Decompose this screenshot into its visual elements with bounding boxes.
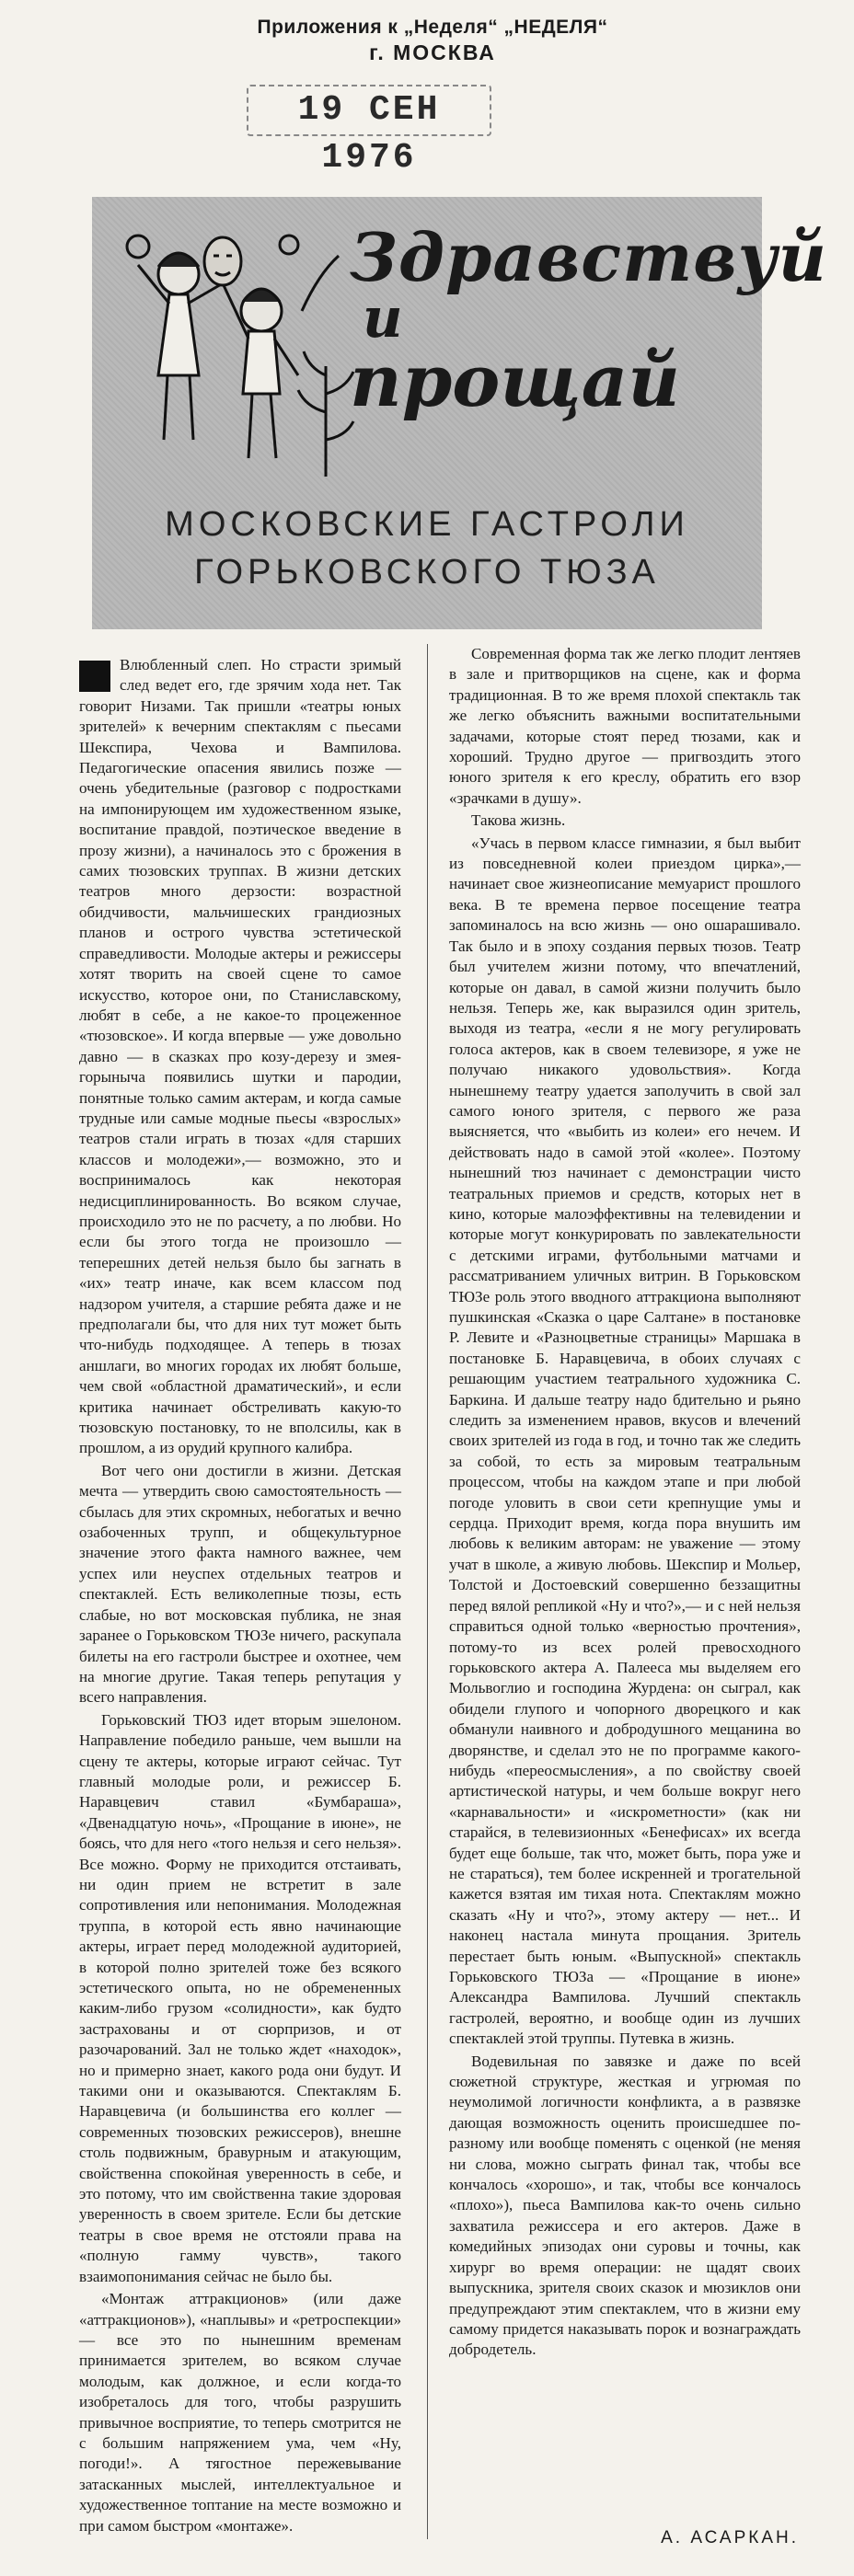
clipping-city: г. МОСКВА: [369, 40, 496, 64]
paragraph: Влюбленный слеп. Но страсти зримый след ведет его, где зрячим хода нет. Так говорит Низами. Так пришли «театры юных зрителей» к вечерним спектаклям с пьесами Шекспира, Чехова и Вампилова. Педагогические опасения явились позже — очень убедительные (разговор с подростками на импонирующем им художественном языке, воспитание правдой, поэтическое введение в прозу жизни), а начиналось это с брожения в самих тюзовских труппах. В жизни детских театров много дерзости: возрастной обидчивости, мальчишеских грандиозных планов и острого чувства эстетической справедливости. Молодые актеры и режиссеры хотят творить на своей сцене то самое искусство, которое они, по Станиславскому, любят в себе, а не какое-то процеженное «тюзовское». И когда впервые — уже довольно давно — в сказках про козу-дерезу и змея-горыныча появились шутки и пародии, понятные только самим актерам, и когда самые трудные или самые модные пьесы «взрослых» театров стали играть в тюзах «для старших классов и молодежи»,— возможно, это и воспринималось как некоторая недисциплинированность. Во всяком случае, происходило это не по расчету, а по любви. Но если бы этого тогда не произошло — теперешних детей нельзя было бы загнать в «их» театр иначе, как всем классом под надзором учителя, а старшие ребята даже и не предполагали бы, что для них тут может быть что-нибудь подходящее. А теперь в тюзах аншлаги, во многих городах их любят больше, чем свой «областной драматический», и если критика начинает обстреливать какую-то тюзовскую постановку, то не вполсилы, как в прошлом, а из орудий крупного калибра.: [79, 656, 401, 1457]
title-line-2: и: [363, 286, 403, 351]
paragraph: Водевильная по завязке и даже по всей сюжетной структуре, жесткая и угрюмая по неумолимой логичности конфликта, а в развязке дающая возможность оценить происшедшее по-разному или вообще поменять с оценкой (не меняя ни слова, можно сыграть финал так, чтобы все кончалось «хорошо», и так, чтобы все кончалось «плохо»), пьеса Вампилова как-то очень сильно захватила режиссера и его актеров. Даже в комедийных эпизодах они суровы и точны, как хирург во время операции: не щадят своих выпускника, зрителя своих сказок и мюзиклов они предупреждают этим спектаклем, что в жизни ему самому придется наказывать порок и вознаграждать добродетель.: [449, 2052, 801, 2359]
paragraph: «Монтаж аттракционов» (или даже «аттракционов»), «наплывы» и «ретроспекции» — все это по нынешним временам принимается зрителем, во всяком случае молодым, как должное, и если когда-то изобреталось для того, чтобы разрушить привычное восприятие, то теперь смотрится не с большим напряжением ума, чем «Ну, погоди!». А тягостное пережевывание затасканных мыслей, интеллектуальное и художественное топтание на месте возможно и при самом быстром «монтаже».: [79, 2290, 401, 2535]
date-stamp: 19 СЕН 1976: [247, 85, 491, 136]
article-column-left: [79, 655, 401, 2536]
article-header: [92, 197, 827, 629]
paragraph: «Учась в первом классе гимназии, я был выбит из повседневной колеи приездом цирка»,— начинает свое жизнеописание мемуарист прошлого века. В те времена первое посещение театра запоминалось на всю жизнь — оно ошарашивало. Так было и в эпоху создания первых тюзов. Театр был учителем жизни потому, что впечатлений, которые он давал, в самой жизни получить было нельзя. Теперь же, как выразился один зритель, выходя из театра, «если я не могу регулировать голоса актеров, как в своем телевизоре, я уже не получаю никакого удовольствия». Когда нынешнему театру удается заполучить в свой зал самого юного зрителя, с первого же раза выясняется, что «выбить из колеи» его нечем. И действовать надо в самой этой «колее». Поэтому нынешний тюз начинает с демонстрации чисто театральных приемов и средств, которых нет в кино, которые малоэффективны на телевидении и которые могут конкурировать по завлекательности с детскими играми, футбольными матчами и рассматриванием уличных витрин. В Горьковском ТЮЗе роль этого вводного аттракциона выполняют пушкинская «Сказка о царе Салтане» в постановке Р. Левите и «Разноцветные страницы» Маршака в постановке Б. Наравцевича, в обоих случаях с решающим участием театрального художника С. Баркина. И дальше театру надо бдительно и рьяно следить за изменением нравов, вкусов и влечений своих зрителей из года в год, и точно так же следить за собой, то есть за мировым театральным процессом, чтобы на каждом этапе и при любой погоде уловить в свои сети крепнущие умы и сердца. Приходит время, когда пора внушить им любовь к великим авторам: не уважение — этому учат в школе, а живую любовь. Шекспир и Мольер, Толстой и Достоевский совершенно беззащитны перед вялой репликой «Ну и что?»,— и с ней нельзя справиться одной только «верностью прочтения», потому-то из всех ролей превосходного горьковского актера А. Палееса мы выделяем его Мольвоглио и господина Журдена: он сыграл, как обидели глупого и чопорного дворецкого и как обманули наивного и добродушного мещанина во дворянстве, и сделал это не по программе какого-нибудь «переосмысления», а по свойству своей артистической натуры, и чем больше вокруг него «карнавальности» и «искрометности» (как ни старайся, в телевизионных «Бенефисах» их всегда будет еще больше, так что, может быть, пора уже и не стараться), тем более искренней и трогательной кажется взятая им тихая нота. Спектаклям можно сказать «Ну и что?», этому актеру — нет... И наконец настала минута прощания. Зритель перестает быть юным. «Выпускной» спектакль Горьковского ТЮЗа — «Прощание в июне» Александра Вампилова. Лучший спектакль гастролей, вероятно, и вообще один из лучших спектаклей этой труппы. Путевка в жизнь.: [449, 834, 801, 2048]
paragraph: Такова жизнь.: [471, 811, 566, 830]
lead-marker-square: [79, 661, 110, 692]
clipping-label: [212, 17, 653, 65]
paragraph: Горьковский ТЮЗ идет вторым эшелоном. Направление победило раньше, чем вышли на сцену те актеры, которые играют сейчас. Тут главный молодые роли, и режиссер Б. Наравцевич ставил «Бумбараша», «Двенадцатую ночь», «Прощание в июне», не боясь, что для него «того нельзя и сего нельзя». Все можно. Форму не приходится отстаивать, ни один прием не встретит в зале сопротивления или непонимания. Молодежная труппа, в которой есть явно начинающие актеры, играет перед молодежной аудиторией, в которой полно зрителей тоже без всякого эстетического опыта, но не обремененных каким-либо грузом «солидности», как будто застрахованы и от сюрпризов, и от разочарований. Зал не только ждет «находок», но и примерно знает, какого рода они будут. И такими они и оказываются. Спектаклям Б. Наравцевича (и большинства его коллег — современных тюзовских режиссеров), внешне столь подвижным, бравурным и атакующим, свойственна спокойная уверенность в себе, и это потому, что им свойственна такие здоровая уверенность в своем зрителе. Если бы детские театры в свое время не отстояли права на «полную гамму чувств», такого взаимопонимания сейчас не было бы.: [79, 1710, 401, 2285]
article-column-right: [449, 644, 801, 2361]
clipping-source: Приложения к „Неделя“ „НЕДЕЛЯ“: [257, 17, 608, 38]
subtitle-line-2: ГОРЬКОВСКОГО ТЮЗА: [194, 553, 660, 592]
title-line-3: прощай: [350, 339, 680, 423]
paragraph: Современная форма так же легко плодит лентяев в зале и притворщиков на сцене, как и форма традиционная. В то же время плохой спектакль так же легко объяснить важными воспитательными задачами, которые стоят перед тюзами, как и хороший. Трудно другое — пригвоздить этого юного зрителя к его креслу, обратить его взор «зрачками в душу».: [449, 645, 801, 807]
children-illustration: [105, 210, 381, 486]
author-signature: А. АСАРКАН.: [661, 2528, 799, 2547]
paragraph: Вот чего они достигли в жизни. Детская мечта — утвердить свою самостоятельность — сбылась для этих скромных, небогатых и вечно озабоченных трупп, и общекультурное значение этого факта намного важнее, чем успех или неуспех отдельных театров и спектаклей. Есть великолепные тюзы, есть слабые, но вот московская публика, не зная заранее о Горьковском ТЮЗе ничего, раскупала билеты на его гастроли быстрее и охотнее, чем на многие другие. Такая теперь репутация у всего направления.: [79, 1461, 401, 1707]
article-subtitle: [92, 500, 762, 596]
article-title: [350, 218, 827, 423]
column-divider: [427, 644, 428, 2539]
subtitle-line-1: МОСКОВСКИЕ ГАСТРОЛИ: [165, 505, 689, 544]
title-line-1: Здравствуй: [350, 218, 827, 296]
